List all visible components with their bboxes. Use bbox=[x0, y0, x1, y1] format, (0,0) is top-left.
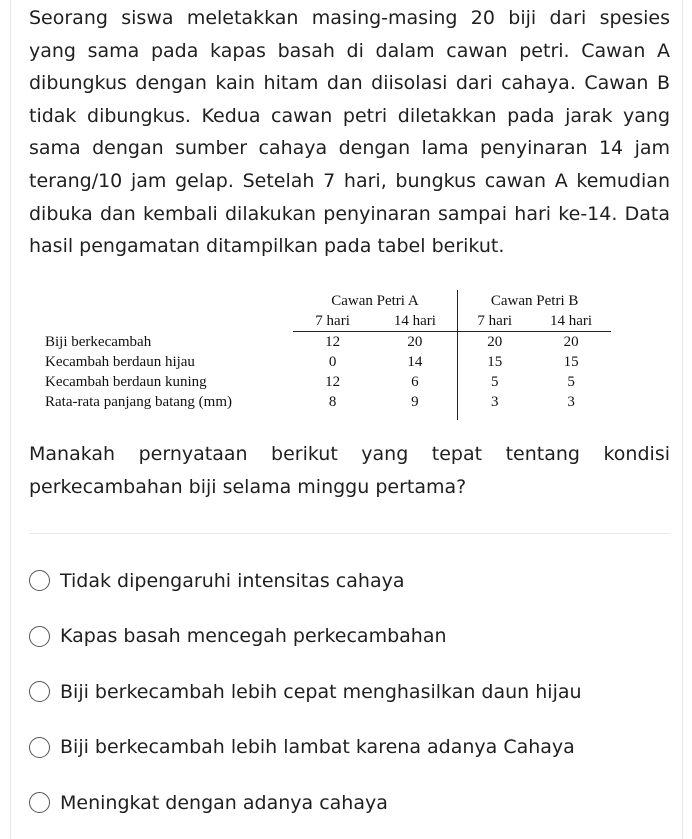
table-cell: 20 bbox=[487, 334, 503, 350]
answer-option[interactable] bbox=[29, 609, 670, 665]
radio-button[interactable] bbox=[29, 570, 50, 591]
option-label: Kapas basah mencegah perkecambahan bbox=[60, 625, 447, 648]
table-cell: 5 bbox=[567, 374, 575, 390]
answer-option[interactable] bbox=[29, 553, 670, 609]
table-cell: 20 bbox=[372, 332, 457, 353]
radio-button[interactable] bbox=[29, 792, 50, 813]
table-cell: 6 bbox=[372, 372, 457, 392]
table-column-header-row bbox=[45, 311, 611, 332]
table-row bbox=[45, 352, 611, 372]
observation-table bbox=[45, 290, 611, 420]
table-corner-cell bbox=[45, 290, 293, 311]
option-label: Biji berkecambah lebih cepat menghasilkan daun hijau bbox=[60, 680, 582, 703]
col-header-b-14: 14 hari bbox=[531, 311, 611, 332]
col-header-a-7: 7 hari bbox=[293, 311, 373, 332]
answer-options bbox=[29, 553, 670, 831]
table-cell: 8 bbox=[328, 394, 337, 410]
answer-option[interactable] bbox=[29, 775, 670, 831]
table-cell: 3 bbox=[490, 394, 499, 410]
option-label: Biji berkecambah lebih lambat karena adanya Cahaya bbox=[60, 736, 575, 759]
radio-button[interactable] bbox=[29, 681, 50, 702]
group-header-b: Cawan Petri B bbox=[490, 292, 579, 309]
table-row bbox=[45, 392, 611, 412]
table-group-header-row bbox=[45, 290, 611, 311]
col-header-b-7: 7 hari bbox=[458, 311, 531, 332]
col-header-a-14: 14 hari bbox=[372, 311, 457, 332]
table-row bbox=[45, 332, 611, 353]
table-cell: 14 bbox=[372, 352, 457, 372]
table-cell: 12 bbox=[325, 334, 341, 350]
radio-button[interactable] bbox=[29, 626, 50, 647]
radio-button[interactable] bbox=[29, 737, 50, 758]
table-cell: 9 bbox=[372, 392, 457, 412]
answer-option[interactable] bbox=[29, 720, 670, 776]
table-cell: 0 bbox=[328, 354, 337, 370]
row-label: Biji berkecambah bbox=[45, 333, 152, 350]
card-border-left bbox=[10, 0, 11, 839]
table-row bbox=[45, 372, 611, 392]
card-border-right bbox=[682, 0, 683, 839]
table-cell: 15 bbox=[563, 354, 579, 370]
row-label: Kecambah berdaun hijau bbox=[45, 354, 195, 370]
table-cell: 20 bbox=[563, 334, 579, 350]
option-label: Meningkat dengan adanya cahaya bbox=[60, 791, 388, 814]
row-label: Kecambah berdaun kuning bbox=[45, 374, 207, 390]
table-cell: 15 bbox=[487, 354, 503, 370]
group-header-a: Cawan Petri A bbox=[293, 290, 458, 311]
option-label: Tidak dipengaruhi intensitas cahaya bbox=[60, 569, 405, 592]
question-intro: Seorang siswa meletakkan masing-masing 20 biji dari spesies yang sama pada kapas basah di dalam cawan petri. Cawan A dibungkus dengan kain hitam dan diisolasi dari cahaya. Cawan B tidak dibungkus. Kedua cawan petri diletakkan pada jarak yang sama dengan sumber cahaya dengan lama penyinaran 14 jam terang/10 jam gelap. Setelah 7 hari, bungkus cawan A kemudian dibuka dan kembali dilakukan penyinaran sampai hari ke-14. Data hasil pengamatan ditampilkan pada tabel berikut. bbox=[29, 7, 670, 258]
question-prompt: Manakah pernyataan berikut yang tepat tentang kondisi perkecambahan biji selama minggu pertama? bbox=[29, 443, 670, 498]
table-cell: 3 bbox=[567, 394, 575, 410]
row-label: Rata-rata panjang batang (mm) bbox=[45, 394, 233, 410]
table-cell: 12 bbox=[325, 374, 341, 390]
table-cell: 5 bbox=[490, 374, 499, 390]
table-tail-row bbox=[45, 412, 611, 420]
table-corner-cell bbox=[45, 311, 293, 332]
answer-option[interactable] bbox=[29, 664, 670, 720]
section-divider bbox=[29, 533, 670, 534]
